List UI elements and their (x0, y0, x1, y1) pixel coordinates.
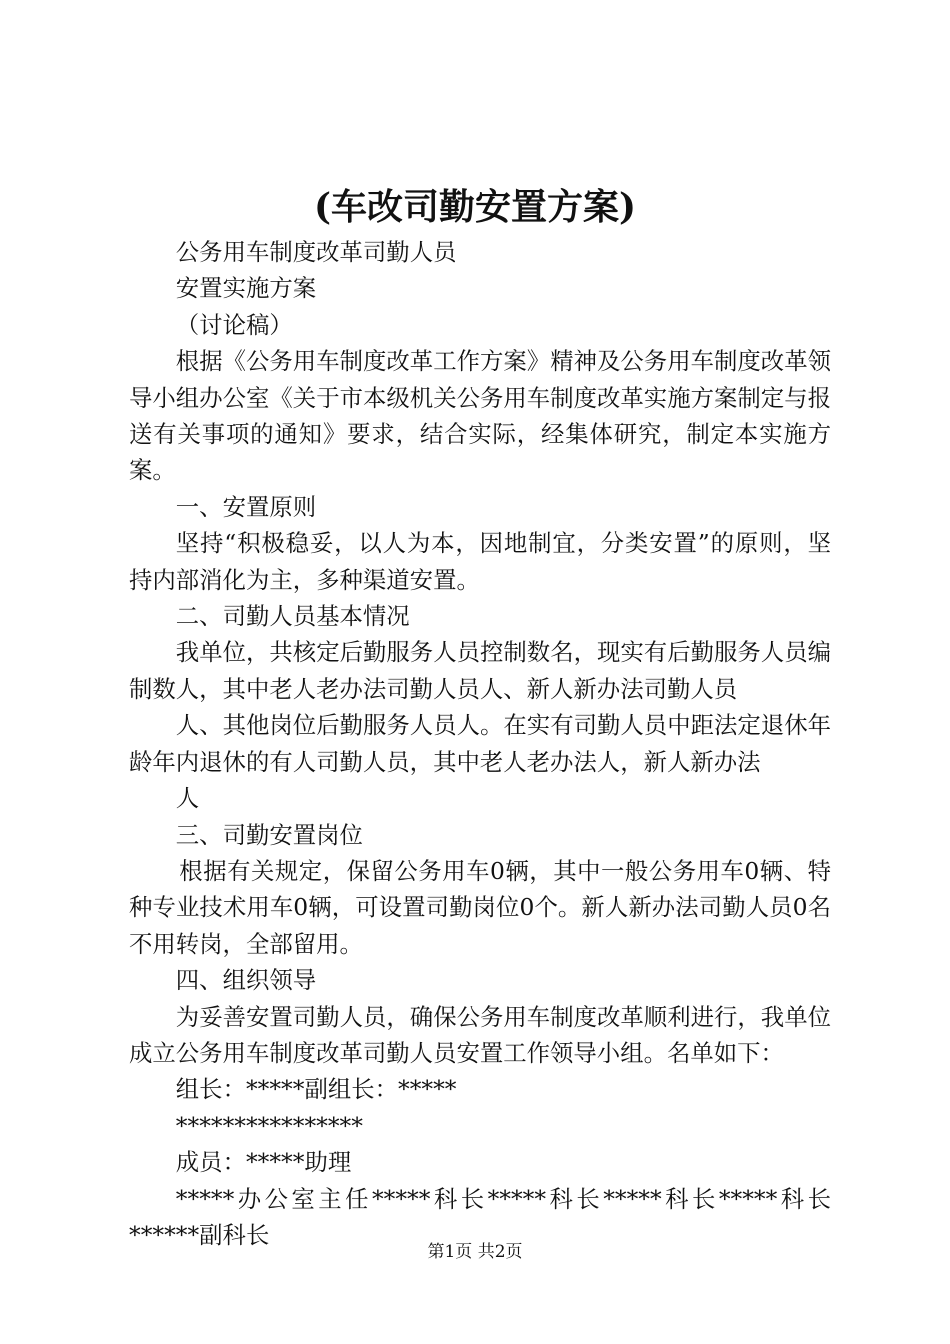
members-line: 成员：*****助理 (175, 1148, 352, 1177)
section-3-paragraph: 根据有关规定，保留公务用车0辆，其中一般公务用车0辆、特种专业技术用车0辆，可设置司勤岗位0个。新人新办法司勤人员0名不用转岗，全部留用。 (129, 856, 831, 958)
document-title: (车改司勤安置方案) (313, 186, 637, 228)
section-heading-4: 四、组织领导 (175, 966, 317, 995)
section-1-paragraph: 坚持“积极稳妥，以人为本，因地制宜，分类安置”的原则，坚持内部消化为主，多种渠道安置。 (129, 529, 831, 594)
section-2-paragraph-c: 人 (175, 784, 200, 813)
members-list: *****办公室主任*****科长*****科长*****科长*****科长******副科长 (129, 1184, 831, 1249)
section-heading-1: 一、安置原则 (175, 492, 317, 521)
draft-note: （讨论稿） (175, 310, 293, 339)
subtitle-line-1: 公务用车制度改革司勤人员 (175, 238, 457, 266)
section-heading-3: 三、司勤安置岗位 (175, 820, 363, 849)
leader-line: 组长：*****副组长：***** (175, 1075, 457, 1104)
page-footer: 第1页 共2页 (427, 1242, 523, 1262)
subtitle-line-2: 安置实施方案 (175, 274, 317, 303)
section-2-paragraph-b: 人、其他岗位后勤服务人员人。在实有司勤人员中距法定退休年龄年内退休的有人司勤人员，其中老人老办法人，新人新办法 (129, 711, 831, 776)
document-body (129, 234, 831, 1253)
section-2-paragraph-a: 我单位，共核定后勤服务人员控制数名，现实有后勤服务人员编制数人，其中老人老办法司勤人员人、新人新办法司勤人员 (129, 638, 831, 703)
leader-line-2: **************** (175, 1111, 363, 1140)
section-4-paragraph: 为妥善安置司勤人员，确保公务用车制度改革顺利进行，我单位成立公务用车制度改革司勤人员安置工作领导小组。名单如下： (129, 1002, 831, 1067)
intro-paragraph: 根据《公务用车制度改革工作方案》精神及公务用车制度改革领导小组办公室《关于市本级机关公务用车制度改革实施方案制定与报送有关事项的通知》要求，结合实际，经集体研究，制定本实施方案。 (129, 347, 831, 485)
section-heading-2: 二、司勤人员基本情况 (175, 602, 410, 631)
